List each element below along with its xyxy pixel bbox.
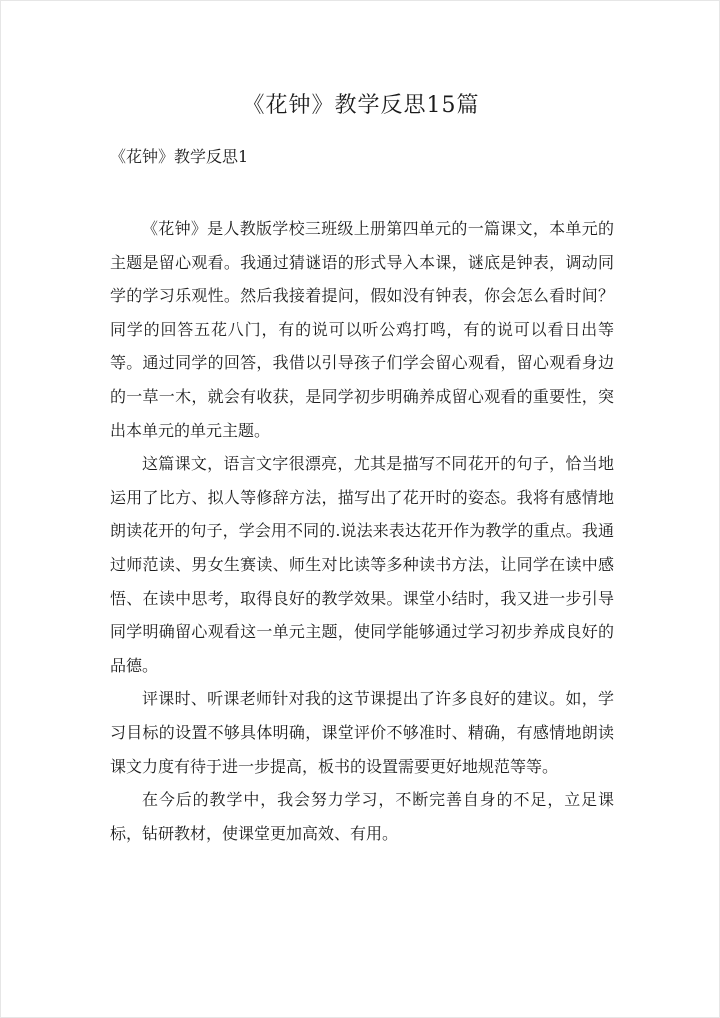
- paragraph-2: 这篇课文，语言文字很漂亮，尤其是描写不同花开的句子，恰当地运用了比方、拟人等修辞方法，描写出了花开时的姿态。我将有感情地朗读花开的句子，学会用不同的.说法来表达花开作为教学的重点。我通过师范读、男女生赛读、师生对比读等多种读书方法，让同学在读中感悟、在读中思考，取得良好的教学效果。课堂小结时，我又进一步引导同学明确留心观看这一单元主题，使同学能够通过学习初步养成良好的品德。: [110, 454, 614, 675]
- document-title: 《花钟》教学反思15篇: [242, 93, 480, 118]
- paragraph-3: 评课时、听课老师针对我的这节课提出了许多良好的建议。如，学习目标的设置不够具体明确，课堂评价不够准时、精确，有感情地朗读课文力度有待于进一步提高，板书的设置需要更好地规范等等。: [110, 689, 614, 776]
- paragraph-4: 在今后的教学中，我会努力学习，不断完善自身的不足，立足课标，钻研教材，使课堂更加高效、有用。: [110, 790, 614, 843]
- section-heading: 《花钟》教学反思1: [110, 147, 249, 166]
- document-body: [110, 212, 614, 850]
- paragraph-1: 《花钟》是人教版学校三班级上册第四单元的一篇课文，本单元的主题是留心观看。我通过猜谜语的形式导入本课，谜底是钟表，调动同学的学习乐观性。然后我接着提问，假如没有钟表，你会怎么看时间？同学的回答五花八门，有的说可以听公鸡打鸣，有的说可以看日出等等。通过同学的回答，我借以引导孩子们学会留心观看，留心观看身边的一草一木，就会有收获，是同学初步明确养成留心观看的重要性，突出本单元的单元主题。: [110, 219, 614, 440]
